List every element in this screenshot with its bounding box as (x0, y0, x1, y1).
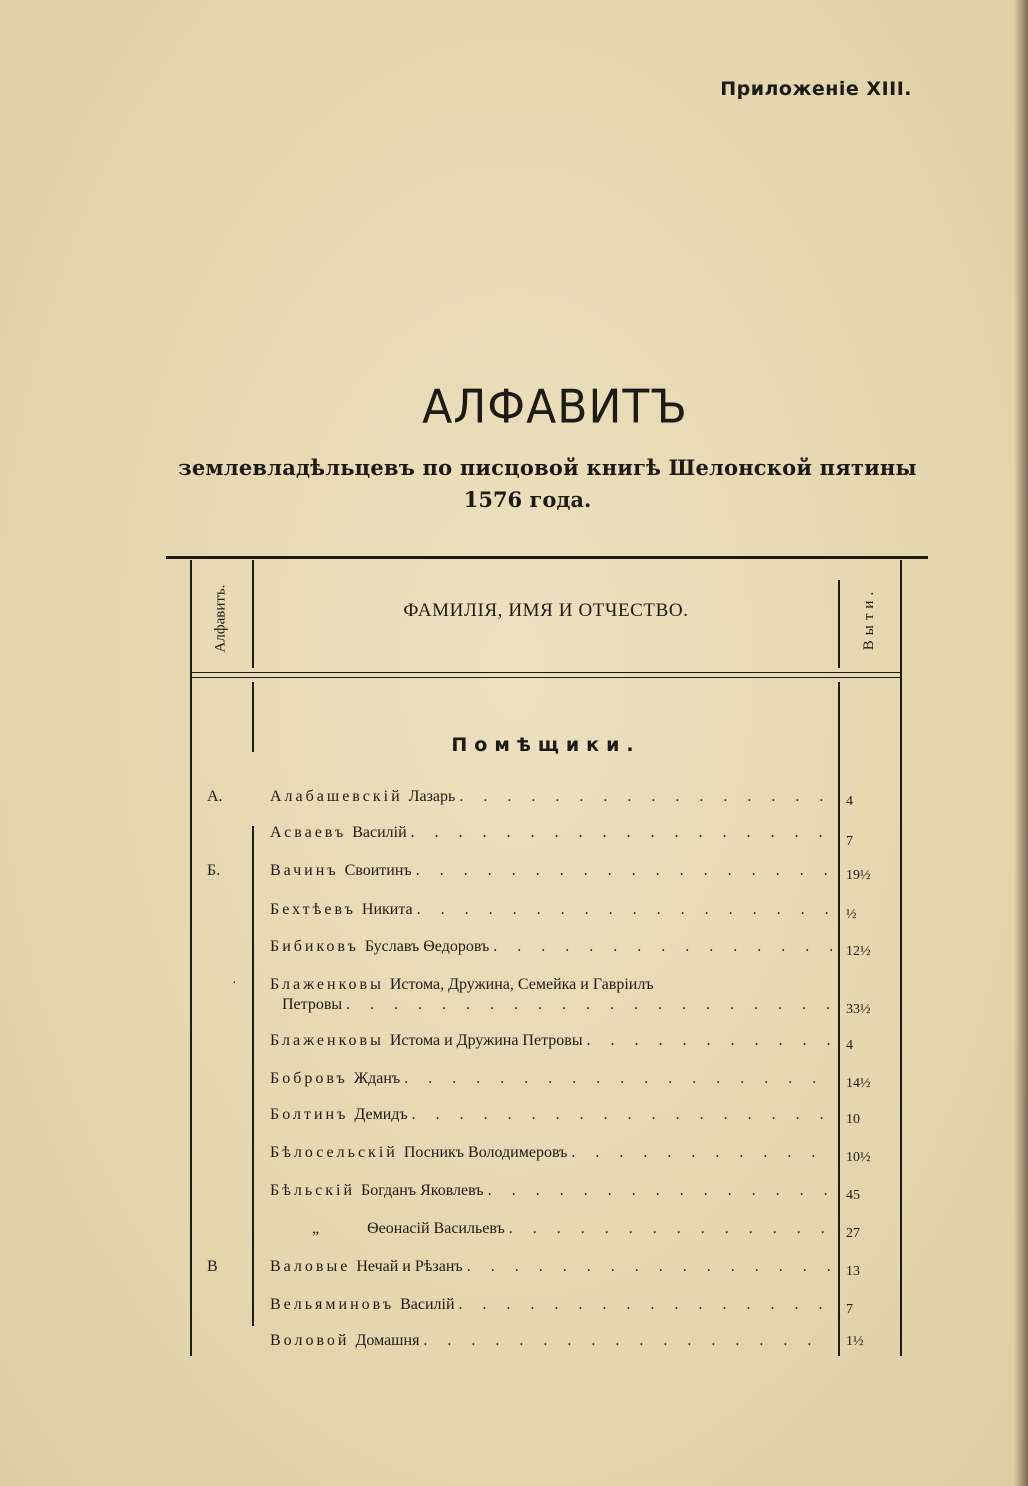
vyti-value: 4 (846, 794, 853, 809)
column-header-vyti: Выти. (861, 586, 878, 650)
landowner-name: Блаженковы Истома, Дружина, Семейка и Гавріилъ (270, 976, 654, 993)
vyti-value: 4 (846, 1038, 853, 1053)
page-title: АЛФАВИТЪ (422, 380, 688, 435)
landowner-name: Алабашевскій Лазарь . . . (270, 788, 832, 806)
landowner-name: Бибиковъ Буславъ Ѳедоровъ . . . (270, 938, 832, 956)
landowners-table (166, 556, 928, 1356)
vyti-value: 7 (846, 834, 853, 849)
landowner-name-continuation: Петровы . . . (282, 996, 832, 1014)
margin-mark: · (232, 976, 237, 991)
landowner-name: Блаженковы Истома и Дружина Петровы . . . (270, 1032, 832, 1050)
column-divider (190, 560, 192, 1356)
vyti-value: ½ (846, 907, 857, 922)
header-rule (190, 677, 900, 678)
landowner-name: Асваевъ Василій . . . (270, 824, 832, 842)
vyti-value: 10 (846, 1112, 860, 1127)
vyti-value: 27 (846, 1226, 860, 1241)
landowner-name: Воловой Домашня . . . (270, 1332, 832, 1350)
landowner-name: Болтинъ Демидъ . . . (270, 1106, 832, 1124)
vyti-value: 1½ (846, 1334, 864, 1349)
landowner-name: Бехтѣевъ Никита . . . (270, 901, 832, 919)
landowner-name: Валовые Нечай и Рѣзанъ . . . (270, 1258, 832, 1276)
landowner-name: Бѣлосельскій Посникъ Володимеровъ . . . (270, 1144, 832, 1162)
vyti-value: 19½ (846, 868, 871, 883)
vyti-value: 10½ (846, 1150, 871, 1165)
vyti-value: 45 (846, 1188, 860, 1203)
vyti-value: 33½ (846, 1002, 871, 1017)
table-row (166, 976, 906, 1020)
landowner-name: Вельяминовъ Василій . . . (270, 1296, 832, 1314)
appendix-label: Приложеніе XIII. (720, 78, 912, 100)
landowner-name: Вачинъ Своитинъ . . . (270, 862, 832, 880)
column-header-name: ФАМИЛІЯ, ИМЯ И ОТЧЕСТВО. (403, 600, 689, 621)
header-rule (190, 672, 900, 673)
ditto-mark: „ (312, 1220, 320, 1237)
section-heading: Помѣщики. (451, 734, 641, 756)
subtitle-line-1: землевладѣльцевъ по писцовой книгѣ Шелонской пятины (178, 455, 917, 480)
subtitle-line-2: 1576 года. (463, 487, 592, 512)
alphabet-letter: В (207, 1258, 218, 1275)
landowner-name: „ Ѳеонасій Васильевъ . . . (270, 1220, 832, 1238)
landowner-name: Бобровъ Жданъ . . . (270, 1070, 832, 1088)
alphabet-letter: Б. (207, 862, 221, 879)
page-edge-shadow (1014, 0, 1028, 1486)
vyti-value: 12½ (846, 944, 871, 959)
alphabet-letter: А. (207, 788, 223, 805)
vyti-value: 13 (846, 1264, 860, 1279)
vyti-value: 7 (846, 1302, 853, 1317)
page-subtitle (165, 452, 930, 516)
landowner-name: Бѣльскій Богданъ Яковлевъ . . . (270, 1182, 832, 1200)
column-divider (900, 560, 902, 1356)
column-header-alphabet: Алфавитъ. (212, 584, 229, 652)
column-divider (252, 826, 254, 1326)
vyti-value: 14½ (846, 1076, 871, 1091)
table-top-rule (166, 556, 928, 559)
